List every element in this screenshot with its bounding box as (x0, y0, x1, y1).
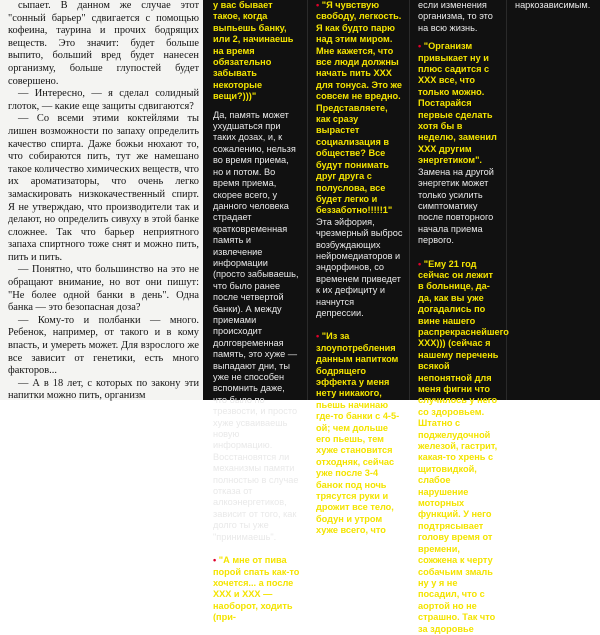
reader-quote: • "Из за злоупотребления данным напитком бодрящего эффекта у меня нету никакого, пьешь начинаю где-то банки с 4-5-ой; чем дольше его пьешь, тем хуже становится отходняк, сейчас уже после 3-4 банок под ночь трясутся руки и дрожит все тело, бодун и утром хуже всего, что (316, 331, 400, 536)
expert-answer: Да, память может ухудшаться при таких дозах, и, к сожалению, нельзя во время приема, но и потом. Во время приема, скорее всего, у данного человека страдает кратковременная память и извлечение информации (просто забываешь, что было ранее после четвертой банки). А между приемами происходит долговременная память, это хуже — выпадают дни, ты уже не способен вспомнить даже, что было по трезвости, и просто хуже усваиваешь новую информацию. Восстановятся ли механизмы памяти полностью в случае отказа от алкоэнергетиков, зависит от того, как долго ты уже "принимаешь". (213, 109, 299, 542)
quotes-column-4 (510, 0, 600, 400)
expert-answer: Эта эйфория, чрезмерный выброс возбуждающих нейромедиаторов и эндорфинов, со временем приведет к их дефициту и начнутся депрессии. (316, 216, 403, 318)
reader-quote: у вас бывает такое, когда выпьешь банку, или 2, начинаешь на время обязательно забывать некоторые вещи?)))" (213, 0, 294, 102)
reader-quote: • "Организм привыкает ну и плюс садится с ХХХ все, что только можно. Постарайся первые сделать хотя бы в неделю, заменил ХХХ другим энергетиком". (418, 41, 497, 166)
expert-answer: если изменения организма, то это на всю жизнь. (418, 0, 493, 33)
column-divider (409, 0, 410, 400)
expert-answer: Замена на другой энергетик может только усилить симптоматику после повторного начала приема первого. (418, 166, 494, 246)
bullet-icon: • (316, 331, 322, 342)
reader-quote: • "А мне от пива порой спать как-то хочется... а после ХХХ и ХХХ — наоборот, ходить (при- (213, 555, 300, 623)
column-divider (307, 0, 308, 400)
reader-quote: • "Ему 21 год сейчас он лежит в больнице, да-да, как вы уже догадались по вине нашего распрекраснейшего ХХХ))) (сейчас я нашему перечень всякой непонятной для меня фигни что случилось у него со здоровьем. Штатно с поджелудочной железой, гастрит, какая-то хрень с щитовидкой, слабое нарушение моторных функций. У него подтрясывает голову время от времени, сожжена к черту собачьим змаль ну у я не посадил, что с аортой но не страшно. Так что за здоровье (418, 258, 509, 634)
quotes-column-2 (311, 0, 408, 536)
paragraph: — А в 18 лет, с которых по закону эти напитки можно пить, организм (8, 377, 199, 402)
bullet-icon: • (418, 258, 424, 269)
quotes-column-1 (208, 0, 306, 623)
reader-quote: • "Я чувствую свободу, легкость. Я как будто парю над этим миром. Мне кажется, что все люди должны начать пить ХХХ для тонуса. Это же совсем не вредно. Представляете, как сразу вырастет социализация в обществе? Все будут понимать друг друга с полуслова, все будет легко и беззаботно!!!!!1" (316, 0, 403, 216)
paragraph: сыпает. В данном же случае этот "сонный барьер" сдвигается с помощью кофеина, таурина и прочих бодрящих веществ. Это значит: будет больше выпито, больший вред будет нанесен организму, больше глупостей будет совершено. (8, 0, 199, 87)
column-divider (506, 0, 507, 400)
paragraph: — Понятно, что большинство на это не обращают внимание, но вот они пишут: "Не более одной банки в день". Одна банка — это безопасная доза? (8, 264, 199, 314)
interview-column (0, 0, 203, 400)
bullet-icon: • (213, 555, 219, 566)
expert-answer: наркозависимым. (515, 0, 591, 10)
paragraph: — Интересно, — я сделал солидный глоток, — какие еще защиты сдвигаются? (8, 88, 199, 112)
quotes-column-3 (413, 0, 509, 634)
paragraph: — Кому-то и полбанки — много. Ребенок, например, от такого и в кому впасть, и умереть может. Для взрослого же все зависит от генетики, есть много факторов... (8, 314, 199, 377)
bullet-icon: • (316, 0, 322, 10)
bullet-icon: • (418, 41, 424, 52)
quotes-panel (203, 0, 600, 634)
paragraph: — Со всеми этими коктейлями ты лишен возможности по запаху определить качество спирта. Даже божьи нюхают то, что собираются пить, тут же намешано такое количество химических веществ, что их ароматизаторы, что очень легко замаскировать низкокачественный спирт. Я не утверждаю, что производители так и делают, но определить сивуху в этой банке сложнее. Так что барьер неприятного запаха спиртного тоже снят и можно пить, пить и пить. (8, 113, 199, 263)
